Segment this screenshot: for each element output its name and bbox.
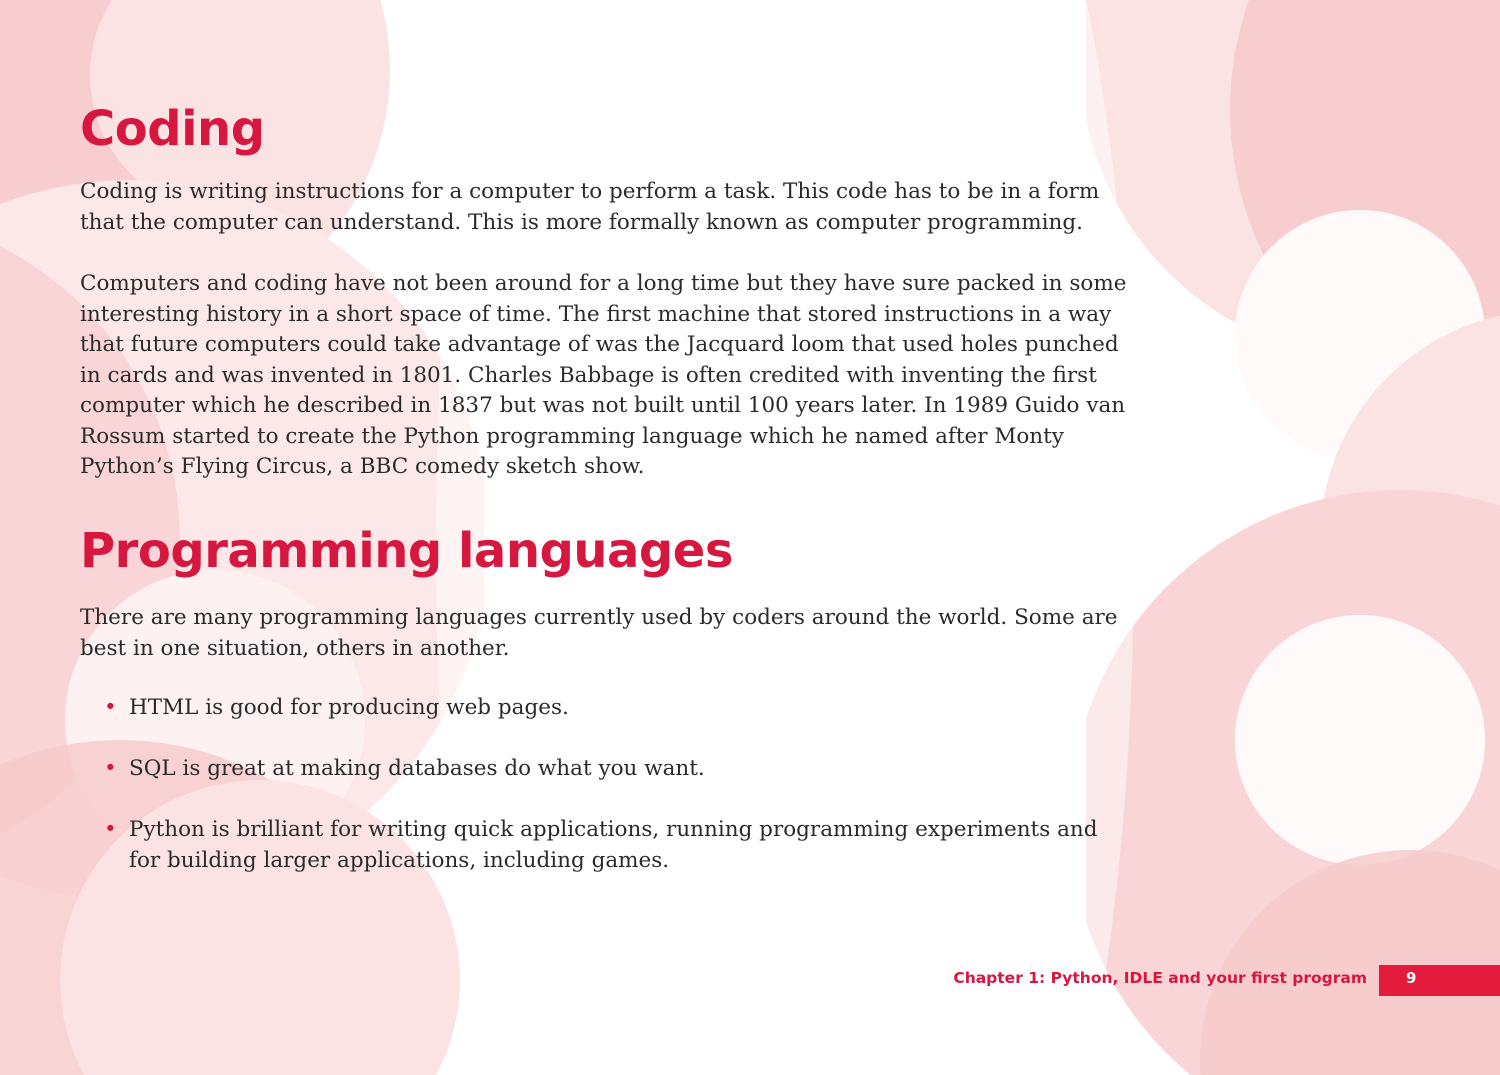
- section-heading-coding: Coding: [80, 101, 265, 157]
- list-item: [104, 693, 1104, 724]
- list-item-text: HTML is good for producing web pages.: [129, 695, 569, 720]
- list-item: [104, 815, 1104, 876]
- page-number: 9: [1406, 969, 1417, 987]
- bullet-icon: •: [104, 756, 117, 781]
- languages-intro-paragraph: There are many programming languages currently used by coders around the world. Some are best in one situation, others in another.: [80, 605, 1118, 661]
- section-heading-programming-languages: Programming languages: [80, 523, 733, 579]
- coding-paragraph-2: Computers and coding have not been around for a long time but they have sure packed in some interesting history in a short space of time. The first machine that stored instructions in a way that future computers could take advantage of was the Jacquard loom that used holes punched in cards and was invented in 1801. Charles Babbage is often credited with inventing the first computer which he described in 1837 but was not built until 100 years later. In 1989 Guido van Rossum started to create the Python programming language which he named after Monty Python’s Flying Circus, a BBC comedy sketch show.: [80, 271, 1127, 479]
- list-item-text: Python is brilliant for writing quick applications, running programming experiments and for building larger applications, including games.: [129, 817, 1098, 873]
- list-item-text: SQL is great at making databases do what you want.: [129, 756, 705, 781]
- bullet-icon: •: [104, 695, 117, 720]
- bullet-icon: •: [104, 817, 117, 842]
- footer-chapter-title: Chapter 1: Python, IDLE and your first program: [953, 969, 1367, 987]
- coding-paragraph-1: Coding is writing instructions for a computer to perform a task. This code has to be in a form that the computer can understand. This is more formally known as computer programming.: [80, 179, 1100, 235]
- right-circle-pattern: [1070, 0, 1500, 1075]
- page-number-tab: [1379, 965, 1500, 996]
- list-item: [104, 754, 1104, 785]
